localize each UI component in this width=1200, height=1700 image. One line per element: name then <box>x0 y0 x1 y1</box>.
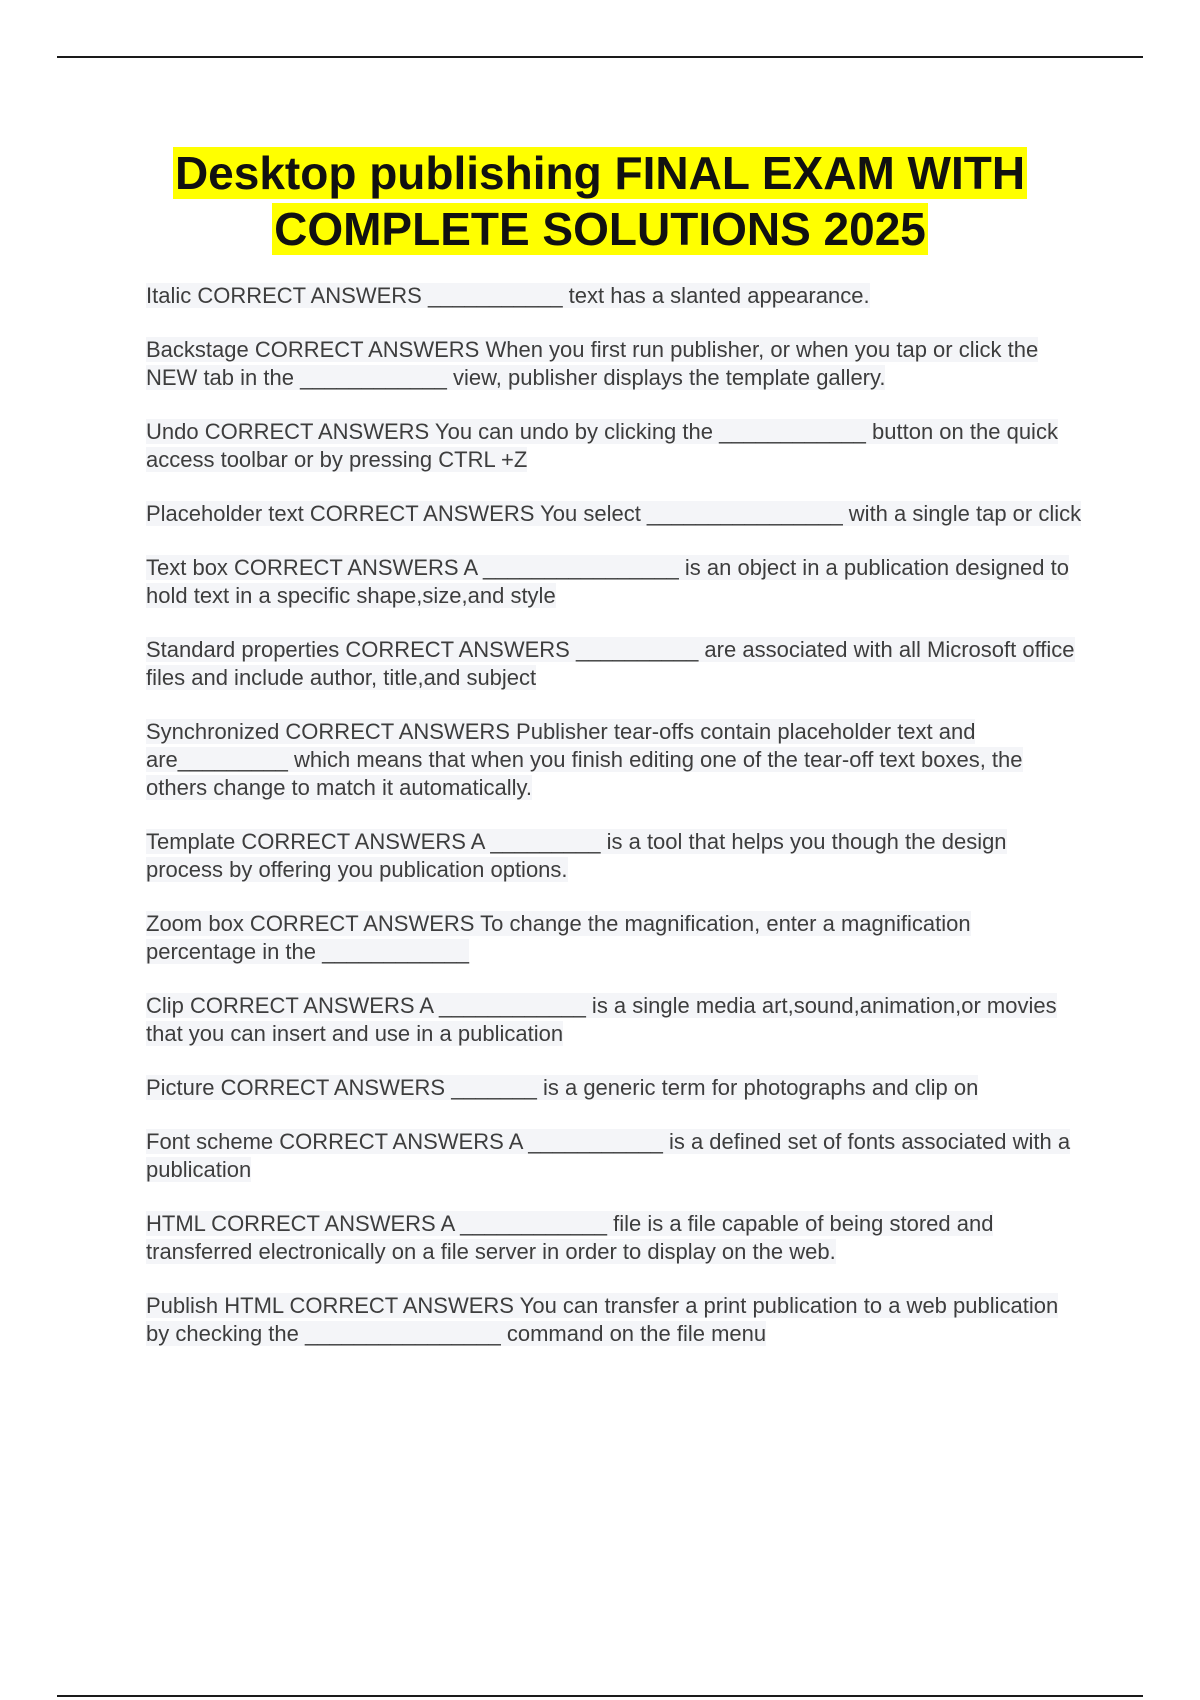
page-title <box>60 145 1140 257</box>
top-rule <box>57 56 1143 58</box>
bottom-rule <box>57 1695 1143 1697</box>
qa-item-text: Picture CORRECT ANSWERS _______ is a generic term for photographs and clip on <box>146 1075 979 1100</box>
list-item <box>146 282 1086 310</box>
qa-item-text: Zoom box CORRECT ANSWERS To change the magnification, enter a magnification percentage in the ____________ <box>146 911 971 964</box>
list-item <box>146 1210 1086 1266</box>
list-item <box>146 500 1086 528</box>
list-item <box>146 636 1086 692</box>
qa-item-text: Italic CORRECT ANSWERS ___________ text has a slanted appearance. <box>146 283 870 308</box>
qa-item-text: Template CORRECT ANSWERS A _________ is a tool that helps you though the design process by offering you publication options. <box>146 829 1007 882</box>
qa-item-text: Font scheme CORRECT ANSWERS A ___________ is a defined set of fonts associated with a publication <box>146 1129 1071 1182</box>
list-item <box>146 1128 1086 1184</box>
list-item <box>146 1292 1086 1348</box>
qa-item-text: Text box CORRECT ANSWERS A ________________ is an object in a publication designed to hold text in a specific shape,size,and style <box>146 555 1069 608</box>
list-item <box>146 1074 1086 1102</box>
list-item <box>146 828 1086 884</box>
list-item <box>146 992 1086 1048</box>
qa-item-text: Clip CORRECT ANSWERS A ____________ is a single media art,sound,animation,or movies that you can insert and use in a publication <box>146 993 1057 1046</box>
qa-item-text: Synchronized CORRECT ANSWERS Publisher tear-offs contain placeholder text and are_________ which means that when you finish editing one of the tear-off text boxes, the others change to match it automatically. <box>146 719 1023 800</box>
list-item <box>146 718 1086 802</box>
list-item <box>146 418 1086 474</box>
list-item <box>146 554 1086 610</box>
qa-item-text: Placeholder text CORRECT ANSWERS You select ________________ with a single tap or click <box>146 501 1082 526</box>
qa-item-text: Standard properties CORRECT ANSWERS __________ are associated with all Microsoft office files and include author, title,and subject <box>146 637 1075 690</box>
page-title-text: Desktop publishing FINAL EXAM WITH COMPLETE SOLUTIONS 2025 <box>174 147 1026 255</box>
qa-item-text: Publish HTML CORRECT ANSWERS You can transfer a print publication to a web publication by checking the ________________ command on the file menu <box>146 1293 1059 1346</box>
qa-list <box>146 282 1086 1374</box>
list-item <box>146 336 1086 392</box>
qa-item-text: HTML CORRECT ANSWERS A ____________ file is a file capable of being stored and transferred electronically on a file server in order to display on the web. <box>146 1211 994 1264</box>
qa-item-text: Backstage CORRECT ANSWERS When you first run publisher, or when you tap or click the NEW tab in the ____________ view, publisher displays the template gallery. <box>146 337 1039 390</box>
qa-item-text: Undo CORRECT ANSWERS You can undo by clicking the ____________ button on the quick access toolbar or by pressing CTRL +Z <box>146 419 1058 472</box>
list-item <box>146 910 1086 966</box>
